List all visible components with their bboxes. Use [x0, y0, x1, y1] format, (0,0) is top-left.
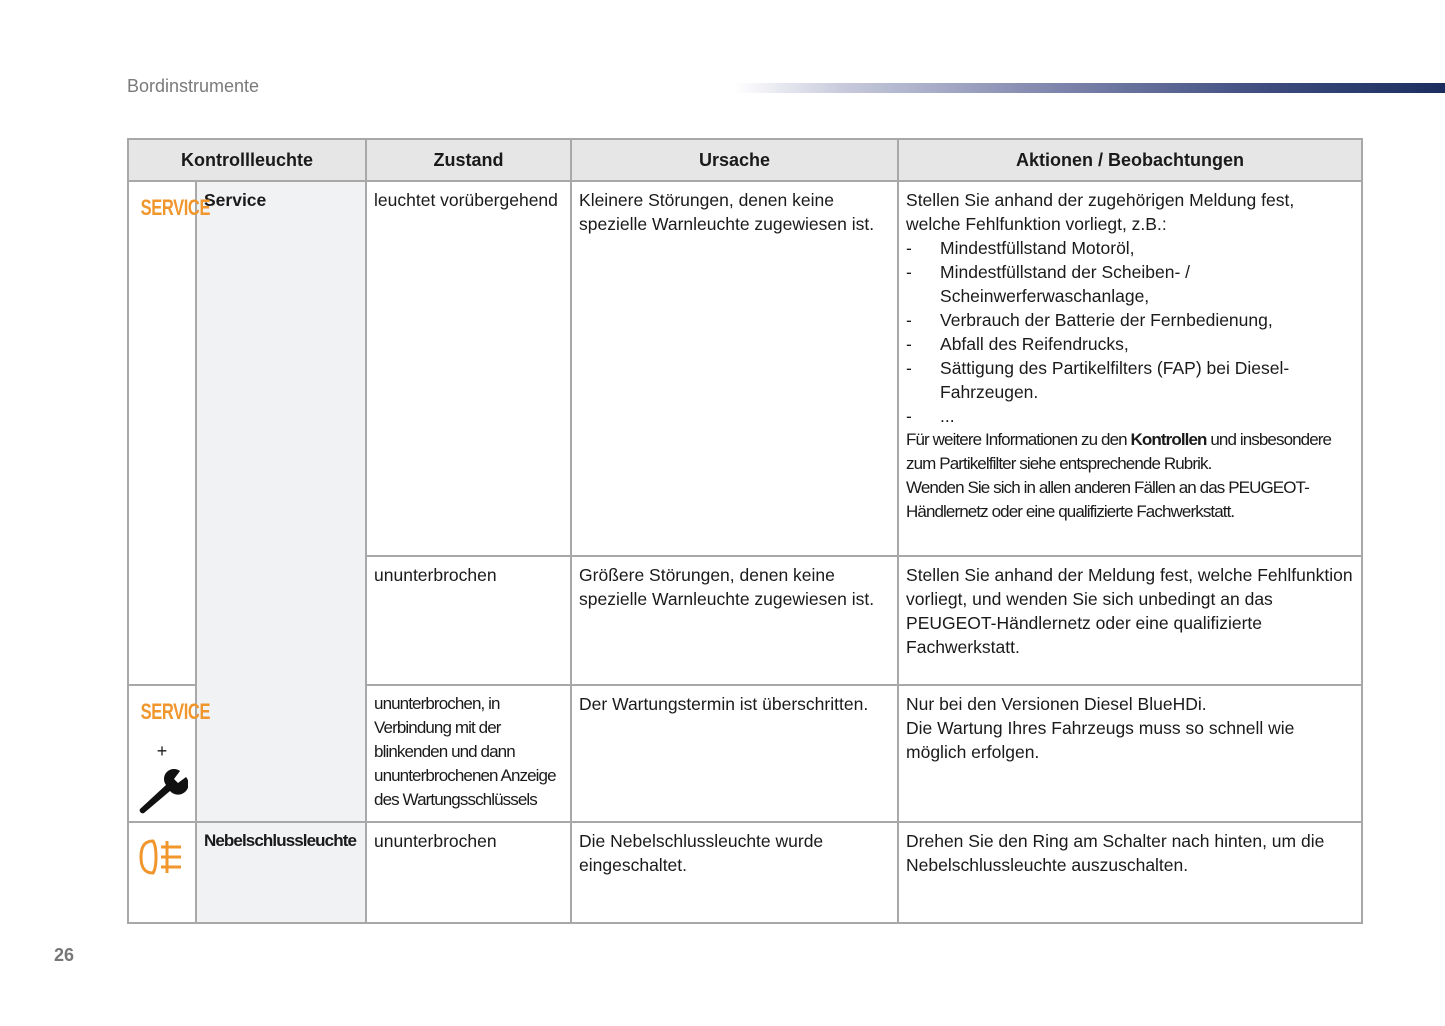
table-row	[128, 181, 1362, 556]
service-warning-icon: SERVICE	[140, 195, 211, 220]
ursache-cell: Der Wartungstermin ist überschritten.	[571, 685, 898, 822]
aktion-note: Für weitere Informationen zu den Kontrollen und insbesondere zum Partikelfilter siehe entsprechende Rubrik.	[906, 430, 1332, 473]
ursache-cell: Größere Störungen, denen keine spezielle Warnleuchte zugewiesen ist.	[571, 556, 898, 685]
page-number: 26	[54, 945, 75, 965]
service-icon-cell	[128, 181, 211, 685]
zustand-cell: ununterbrochen	[366, 556, 571, 685]
list-item: - Sättigung des Partikelfilters (FAP) bei Diesel-Fahrzeugen.	[906, 358, 1290, 402]
aktion-cell	[898, 181, 1362, 556]
list-item: - Mindestfüllstand der Scheiben- / Scheinwerferwaschanlage,	[906, 262, 1191, 306]
zustand-cell: ununterbrochen, in Verbindung mit der blinkenden und dann ununterbrochenen Anzeige des Wartungsschlüssels	[366, 685, 571, 822]
plus-sign: +	[156, 741, 168, 761]
header-gradient-bar	[735, 83, 1445, 93]
aktion-cell: Nur bei den Versionen Diesel BlueHDi. Die Wartung Ihres Fahrzeugs muss so schnell wie möglich erfolgen.	[898, 685, 1362, 822]
fog-icon-cell	[128, 822, 196, 923]
service-warning-icon: SERVICE	[140, 699, 211, 724]
column-header: Zustand	[366, 139, 571, 181]
aktion-cell: Drehen Sie den Ring am Schalter nach hinten, um die Nebelschlussleuchte auszuschalten.	[898, 822, 1362, 923]
column-header: Ursache	[571, 139, 898, 181]
rear-fog-light-icon	[139, 837, 185, 877]
wrench-icon	[136, 767, 188, 815]
column-header: Aktionen / Beobachtungen	[898, 139, 1362, 181]
ursache-cell: Die Nebelschlussleuchte wurde eingeschaltet.	[571, 822, 898, 923]
warning-lights-table	[127, 138, 1363, 924]
list-item: - ...	[906, 406, 955, 426]
table-row	[128, 822, 1362, 923]
list-item: - Mindestfüllstand Motoröl,	[906, 238, 1135, 258]
zustand-cell: ununterbrochen	[366, 822, 571, 923]
service-wrench-icon-cell	[128, 685, 211, 822]
zustand-cell: leuchtet vorübergehend	[366, 181, 571, 556]
aktion-intro: Stellen Sie anhand der zugehörigen Meldung fest, welche Fehlfunktion vorliegt, z.B.:	[906, 190, 1295, 234]
column-header: Kontrollleuchte	[128, 139, 366, 181]
service-name: Service	[196, 181, 366, 822]
list-item: - Abfall des Reifendrucks,	[906, 334, 1129, 354]
list-item: - Verbrauch der Batterie der Fernbedienung,	[906, 310, 1273, 330]
aktion-note2: Wenden Sie sich in allen anderen Fällen an das PEUGEOT-Händlernetz oder eine qualifizierte Fachwerkstatt.	[906, 478, 1309, 521]
table-header-row	[128, 139, 1362, 181]
aktion-cell: Stellen Sie anhand der Meldung fest, welche Fehlfunktion vorliegt, und wenden Sie sich unbedingt an das PEUGEOT-Händlernetz oder eine qualifizierte Fachwerkstatt.	[898, 556, 1362, 685]
ursache-cell: Kleinere Störungen, denen keine spezielle Warnleuchte zugewiesen ist.	[571, 181, 898, 556]
fog-light-name: Nebelschlussleuchte	[196, 822, 366, 923]
section-title: Bordinstrumente	[127, 76, 260, 96]
